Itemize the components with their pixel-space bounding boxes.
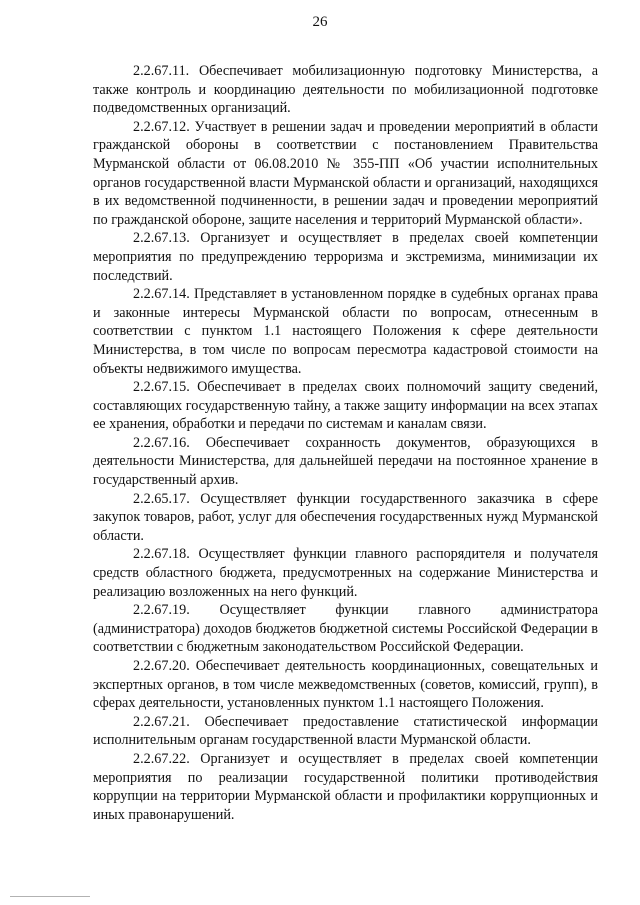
- paragraph-number: 2.2.67.12.: [133, 118, 190, 135]
- paragraph-text: Обеспечивает мобилизационную подготовку Министерства, а также контроль и координацию деятельности по мобилизационной подготовке подведомственных организаций.: [93, 63, 598, 117]
- paragraph-number: 2.2.67.22.: [133, 750, 190, 767]
- paragraph-number: 2.2.67.11.: [133, 63, 190, 79]
- paragraph-text: Участвует в решении задач и проведении мероприятий в области гражданской обороны в соответствии с постановлением Правительства Мурманской области от 06.08.2010 № 355-ПП «Об участии исполнительных органов государственной власти Мурманской области и организаций, находящихся в их ведомственной подчиненности, в решении задач и проведении мероприятий по гражданской обороне, защите населения и территорий Мурманской области».: [93, 118, 598, 228]
- paragraph-number: 2.2.67.16.: [133, 434, 190, 451]
- paragraph-number: 2.2.67.19.: [133, 602, 190, 619]
- paragraph-2-2-67-18: [93, 545, 598, 601]
- page-number: 26: [312, 14, 328, 30]
- paragraph-text: Обеспечивает в пределах своих полномочий защиту сведений, составляющих государственную тайну, а также защиту информации на всех этапах ее хранения, обработки и передачи по системам и каналам связи.: [93, 379, 598, 433]
- paragraph-text: Обеспечивает деятельность координационных, совещательных и экспертных органов, в том числе межведомственных (советов, комиссий, групп), в сферах деятельности, установленных пунктом 1.1 настоящего Положения.: [93, 658, 599, 712]
- paragraph-text: Организует и осуществляет в пределах своей компетенции мероприятия по предупреждению терроризма и экстремизма, минимизации их последствий.: [93, 230, 598, 284]
- paragraph-2-2-67-11: [93, 62, 598, 118]
- paragraph-text: Организует и осуществляет в пределах своей компетенции мероприятия по реализации государственной политики противодействия коррупции на территории Мурманской области и профилактики коррупционных и иных правонарушений.: [93, 750, 598, 823]
- paragraph-2-2-67-15: [93, 378, 598, 434]
- paragraph-2-2-67-21: [93, 713, 598, 750]
- paragraph-2-2-67-19: [93, 601, 598, 657]
- paragraph-2-2-67-16: [93, 434, 598, 490]
- paragraph-2-2-67-13: [93, 229, 598, 285]
- paragraph-text: Осуществляет функции главного администратора (администратора) доходов бюджетов бюджетной системы Российской Федерации в соответствии с бюджетным законодательством Российской Федерации.: [93, 602, 599, 656]
- paragraph-2-2-67-14: [93, 285, 598, 378]
- document-body: [93, 62, 598, 824]
- paragraph-2-2-65-17: [93, 490, 598, 546]
- paragraph-number: 2.2.67.21.: [133, 713, 190, 730]
- paragraph-text: Осуществляет функции главного распорядителя и получателя средств областного бюджета, предусмотренных на содержание Министерства и реализацию возложенных на него функций.: [93, 546, 599, 600]
- paragraph-text: Представляет в установленном порядке в судебных органах права и законные интересы Мурманской области по вопросам, отнесенным в соответствии с пунктом 1.1 настоящего Положения к сфере деятельности Министерства, в том числе по вопросам пересмотра кадастровой стоимости на объекты недвижимого имущества.: [93, 286, 599, 377]
- paragraph-number: 2.2.67.15.: [133, 379, 190, 396]
- paragraph-text: Обеспечивает предоставление статистической информации исполнительным органам государственной власти Мурманской области.: [93, 713, 599, 749]
- paragraph-2-2-67-22: [93, 750, 598, 824]
- paragraph-number: 2.2.67.13.: [133, 230, 190, 247]
- paragraph-2-2-67-20: [93, 657, 598, 713]
- paragraph-2-2-67-12: [93, 118, 598, 230]
- paragraph-number: 2.2.67.20.: [133, 658, 190, 674]
- footer-rule: [10, 896, 90, 897]
- paragraph-text: Обеспечивает сохранность документов, образующихся в деятельности Министерства, для дальнейшей передачи на постоянное хранение в государственный архив.: [93, 434, 598, 489]
- paragraph-text: Осуществляет функции государственного заказчика в сфере закупок товаров, работ, услуг для обеспечения государственных нужд Мурманской области.: [93, 490, 598, 544]
- paragraph-number: 2.2.67.14.: [133, 286, 190, 303]
- paragraph-number: 2.2.65.17.: [133, 490, 190, 507]
- paragraph-number: 2.2.67.18.: [133, 546, 190, 563]
